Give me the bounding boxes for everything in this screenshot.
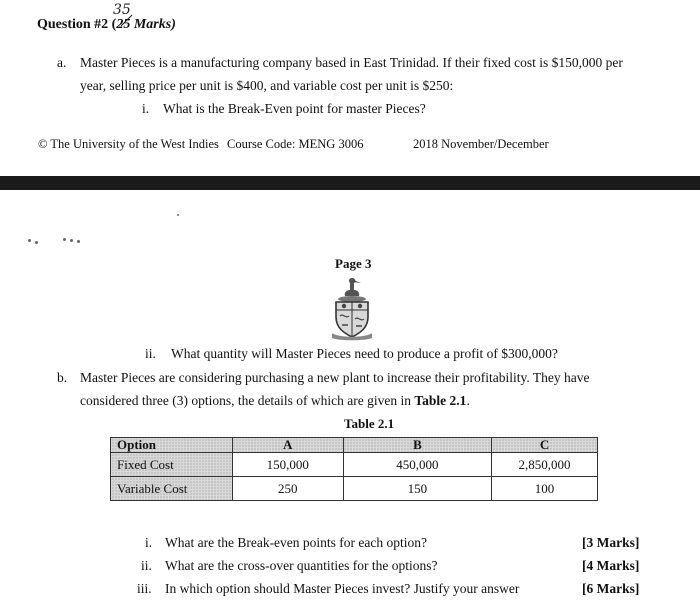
scan-speck [77, 240, 80, 243]
strikethrough-mark [120, 14, 133, 27]
options-table [110, 437, 598, 501]
part-b-q-i-label: i. [145, 535, 153, 550]
table-header-row [111, 438, 598, 453]
part-b-line1: Master Pieces are considering purchasing a new plant to increase their profitability. They have [80, 370, 590, 385]
part-b-label: b. [57, 370, 68, 385]
header-option-a: A [232, 438, 343, 453]
part-a-q-ii-label: ii. [145, 346, 156, 361]
footer-university: © The University of the West Indies [38, 137, 219, 151]
page-break-band [0, 176, 700, 190]
footer-date: 2018 November/December [413, 137, 549, 151]
part-b-q-ii: What are the cross-over quantities for the options? [165, 558, 438, 573]
cell-fixed-cost-b: 450,000 [343, 453, 491, 477]
scan-speck [63, 238, 66, 241]
cell-fixed-cost-a: 150,000 [232, 453, 343, 477]
question-title: Question #2 (25 Marks) [37, 17, 176, 32]
marks-struck: 25 [116, 17, 131, 32]
part-b-q-i: What are the Break-even points for each option? [165, 535, 428, 550]
cell-variable-cost-c: 100 [492, 477, 598, 501]
part-a-line1: Master Pieces is a manufacturing company based in East Trinidad. If their fixed cost is $150,000 per [80, 55, 623, 70]
scan-speck [35, 241, 38, 244]
part-a-label: a. [57, 55, 67, 70]
header-option-c: C [492, 438, 598, 453]
page-number: Page 3 [335, 256, 372, 271]
handwritten-marks-correction: 35 [113, 2, 131, 18]
part-b-q-iii-marks: [6 Marks] [582, 581, 640, 596]
table-row [111, 453, 598, 477]
header-option-b: B [343, 438, 491, 453]
scan-speck [70, 239, 73, 242]
scan-speck [28, 239, 31, 242]
part-b-q-iii-label: iii. [137, 581, 152, 596]
cell-variable-cost-a: 250 [232, 477, 343, 501]
part-b-q-i-marks: [3 Marks] [582, 535, 640, 550]
header-option: Option [111, 438, 233, 453]
part-a-line2: year, selling price per unit is $400, and variable cost per unit is $250: [80, 78, 454, 93]
footer-course-code: Course Code: MENG 3006 [227, 137, 364, 151]
part-a-q-i: What is the Break-Even point for master Pieces? [163, 101, 426, 116]
cell-fixed-cost-c: 2,850,000 [492, 453, 598, 477]
part-b-q-ii-label: ii. [141, 558, 152, 573]
row-label-fixed-cost: Fixed Cost [111, 453, 233, 477]
table-title: Table 2.1 [344, 416, 395, 431]
university-crest-icon [328, 275, 376, 341]
cell-variable-cost-b: 150 [343, 477, 491, 501]
part-a-q-ii: What quantity will Master Pieces need to produce a profit of $300,000? [171, 346, 558, 361]
part-b-q-iii: In which option should Master Pieces invest? Justify your answer [165, 581, 520, 596]
table-row [111, 477, 598, 501]
scan-speck [177, 214, 179, 216]
part-b-q-ii-marks: [4 Marks] [582, 558, 640, 573]
row-label-variable-cost: Variable Cost [111, 477, 233, 501]
part-b-line2: considered three (3) options, the details of which are given in Table 2.1. [80, 393, 470, 408]
part-a-q-i-label: i. [142, 101, 150, 116]
